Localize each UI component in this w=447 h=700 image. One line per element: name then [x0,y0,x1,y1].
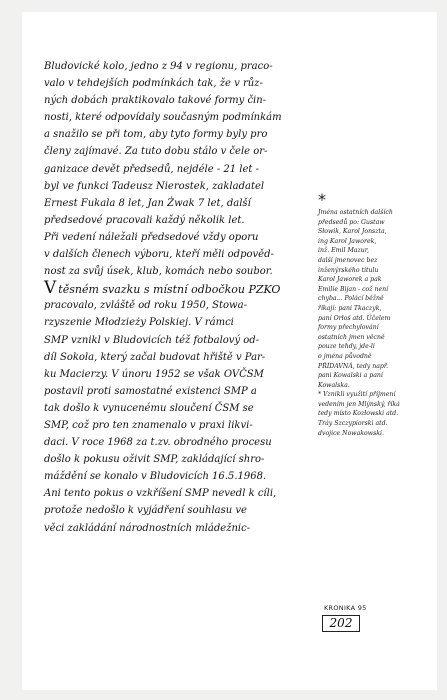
paragraph-start-line [44,280,334,297]
text-line: došlo k pokusu oživit SMP, zakládající shro- [44,454,265,466]
text-line: postavil proti samostatné existenci SMP a [44,385,257,397]
text-line: Ani tento pokus o vzkříšení SMP nevedl k cíli, [44,488,277,500]
note-line: formy přechylování [318,324,379,332]
text-line: nosti, které odpovídaly současným podmínkám [44,112,282,124]
text-line: ku Macierzy. V únoru 1952 se však OVČSM [44,368,264,380]
note-line: inženýrského titulu [318,266,379,274]
text-line: těsném svazku s místní odbočkou PZKO [58,283,281,297]
text-line: SMP, což pro ten znamenalo v praxi likvi- [44,419,253,431]
note-line: Emilie Bijan - což není [318,285,389,293]
text-line: rzyszenie Młodzieży Polskiej. V rámci [44,317,234,329]
page-number: 202 [329,616,353,630]
text-line: nost za svůj úsek, klub, kom [44,266,187,278]
note-line: říkají: pani Tkaczyk, [318,304,382,312]
text-line: ganizace devět předsedů, nejdéle - 21 let - [44,163,259,175]
text-line: Při vedení náležali předsedové vždy oporu [44,231,259,243]
note-line: o jména původně [318,352,372,360]
note-line: PŘÍDAVNÁ, tedy např. [318,362,389,370]
note-line: předsedů po: Gustaw [318,218,385,226]
text-line: věci zakládání národnostních mládežnic- [44,522,251,534]
note-line: vedením jen Mlýnský, říká [318,400,400,408]
note-line: Słowik, Karol Jonszta, [318,228,387,236]
text-line: máždění se konalo v Bludovicích 16.5.1968. [44,471,267,483]
note-line: další jmenovec bez [318,256,378,264]
text-line: a snažilo se při tom, aby tyto formy byly pro [44,129,268,141]
side-note [318,208,446,438]
note-line: ostatních jmen věcně [318,333,385,341]
footnote-marker: * [318,190,326,209]
note-line: paní Orłoś atd. Účelem [318,314,391,322]
text-line: díl Sokola, který začal budovat hřiště v Par- [44,351,266,363]
text-line: valo v tehdejších podmínkách tak, že v růz- [44,78,263,90]
text-line: Ernest Fukala 8 let, Jan Żwak 7 let, další [44,197,251,209]
text-line: SMP vznikl v Bludovicích též fotbalový od- [44,334,260,346]
text-line: protože nedošlo k vyjádření souhlasu ve [44,505,247,517]
note-line: Karol Jaworek a pak [318,276,382,284]
text-line: členy zajímavé. Za tuto dobu stálo v čele or- [44,146,268,158]
text-line: pracovalo, zvláště od roku 1950, Stowa- [44,300,247,312]
text-line: ách nebo soubor. [186,266,273,278]
main-text-block [44,58,334,537]
chronicle-label: KRONIKA 95 [324,604,367,612]
text-line: tak došlo k vynucenému sloučení ČSM se [44,402,254,414]
note-line: tedy místo Kozłowski atd. [318,410,399,418]
note-line: pouze tehdy, jde-li [318,343,375,351]
note-line: pani Kowalski a paní [318,372,383,380]
note-line: * Vznikli využití příjmení [318,391,396,399]
note-line: inž. Emil Mazur, [318,247,369,255]
text-line: byl ve funkci Tadeusz Nierostek, zakladatel [44,180,265,192]
note-line: dvojice Nowakowski. [318,429,384,437]
text-line: předsedové pracovali každý několik let. [44,214,245,226]
note-line: ing Karol Jaworek, [318,237,377,245]
note-line: Kowalska. [318,381,350,389]
drop-initial: V [44,278,57,299]
text-line-split [44,263,334,280]
text-line: v dalších členech výboru, kteří měli odpověd- [44,249,274,261]
text-line: Bludovické kolo, jedno z 94 v regionu, praco- [44,61,273,72]
note-line: Jména ostatních dalších [318,209,393,216]
text-line: ných dobách praktikovalo takové formy čin- [44,95,267,107]
note-line: chyba... Polácí běžně [318,295,384,303]
document-page [22,12,437,690]
note-line: Tráy Szczypiorski atd. [318,420,388,428]
text-line: daci. V roce 1968 za t.zv. obrodného procesu [44,437,272,449]
